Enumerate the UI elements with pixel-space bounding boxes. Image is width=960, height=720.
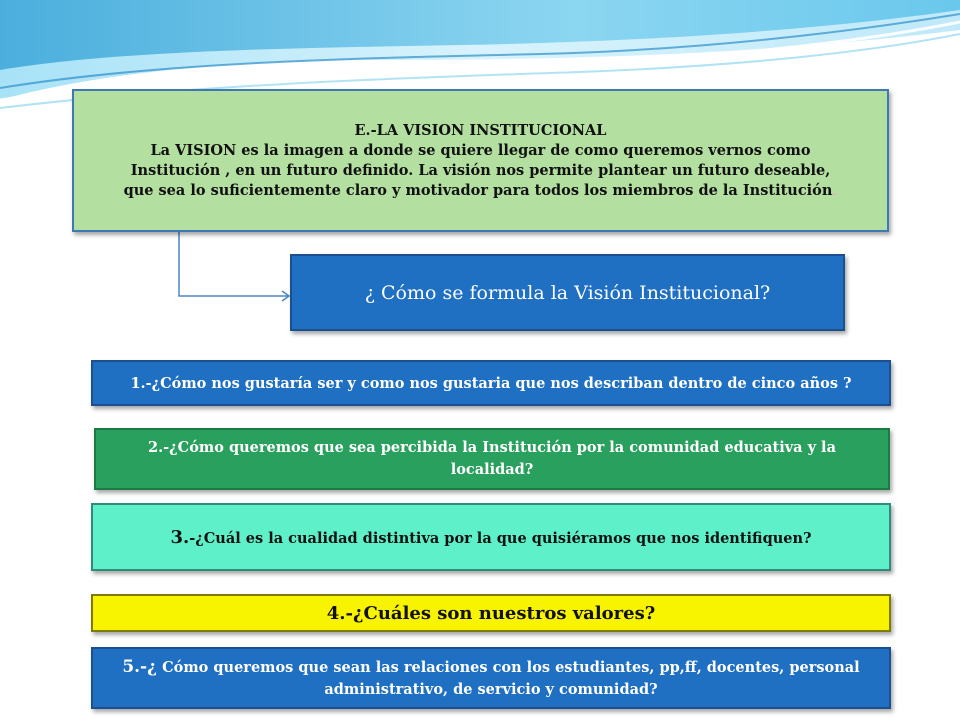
vision-body-line-3	[124, 181, 838, 201]
question-2-text: 2.-¿Cómo queremos que sea percibida la Institución por la comunidad educativa y la localidad?	[148, 439, 836, 478]
vision-title: E.-LA VISION INSTITUCIONAL	[354, 121, 607, 139]
question-3-number: 3.	[170, 526, 190, 548]
formulation-question-text: ¿ Cómo se formula la Visión Institucional?	[364, 281, 771, 304]
question-4-text: 4.-¿Cuáles son nuestros valores?	[326, 602, 656, 624]
question-5-text: Cómo queremos que sean las relaciones con los estudiantes, pp,ff, docentes, personal administrativo, de servicio y comunidad?	[157, 658, 860, 698]
vision-body-line-3-text: que sea lo suficientemente claro y motivador para todos los miembros de la Institución	[123, 181, 833, 199]
vision-body-period: .	[832, 181, 838, 199]
question-3-text: -¿Cuál es la cualidad distintiva por la que quisiéramos que nos identifiquen?	[189, 529, 812, 547]
vision-definition-box	[72, 89, 889, 232]
formulation-question-box	[290, 254, 845, 331]
question-3-line	[170, 527, 811, 548]
question-1-text: 1.-¿Cómo nos gustaría ser y como nos gustaria que nos describan dentro de cinco años ?	[130, 374, 852, 392]
question-5-box	[91, 647, 891, 709]
question-5-line	[117, 656, 865, 701]
question-2-box	[94, 428, 890, 490]
vision-body-line-1: La VISION es la imagen a donde se quiere llegar de como queremos vernos como	[150, 141, 811, 159]
question-3-box	[91, 503, 891, 571]
question-1-box	[91, 360, 891, 406]
vision-body-line-2: Institución , en un futuro definido. La visión nos permite plantear un futuro deseable,	[130, 161, 831, 179]
question-4-box	[91, 594, 891, 632]
question-5-number: 5.-¿	[122, 656, 158, 677]
